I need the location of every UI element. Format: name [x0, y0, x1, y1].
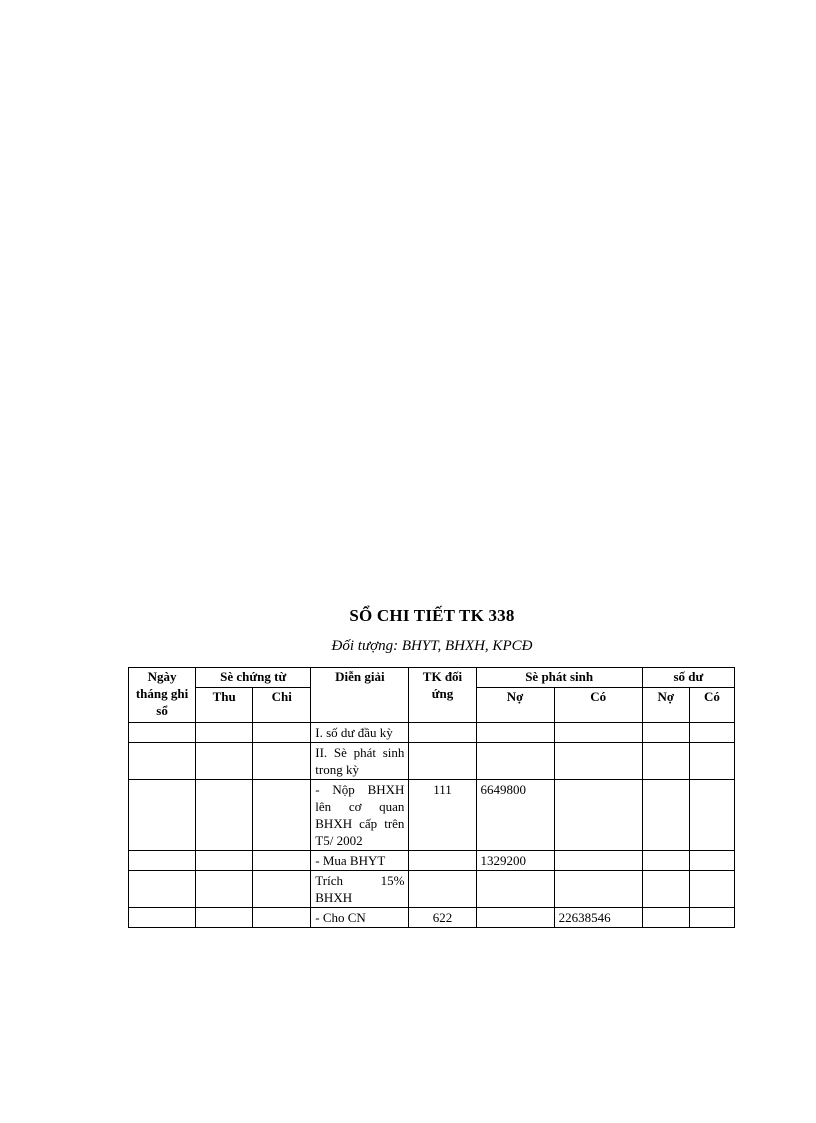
- cell-balance-credit: [689, 871, 734, 908]
- cell-description: II. Sè phát sinh trong kỳ: [311, 743, 409, 780]
- header-voucher-out: Chi: [253, 688, 311, 723]
- cell-date: [129, 743, 196, 780]
- header-arising: Sè phát sinh: [476, 668, 642, 688]
- cell-balance-debit: [642, 743, 689, 780]
- table-row: [129, 780, 735, 851]
- table-row: [129, 723, 735, 743]
- cell-balance-credit: [689, 908, 734, 928]
- cell-chi: [253, 851, 311, 871]
- header-balance-debit: Nợ: [642, 688, 689, 723]
- cell-balance-debit: [642, 780, 689, 851]
- cell-balance-credit: [689, 780, 734, 851]
- cell-arising-credit: [554, 723, 642, 743]
- document-title: SỔ CHI TIẾT TK 338: [349, 606, 515, 625]
- cell-balance-debit: [642, 908, 689, 928]
- cell-arising-credit: [554, 851, 642, 871]
- cell-thu: [196, 851, 253, 871]
- cell-arising-credit: [554, 871, 642, 908]
- ledger-table: [128, 667, 735, 928]
- cell-arising-credit: [554, 780, 642, 851]
- cell-arising-credit: [554, 743, 642, 780]
- header-row-1: [129, 668, 735, 688]
- header-balance: số dư: [642, 668, 734, 688]
- header-account: TK đối ứng: [409, 668, 476, 723]
- cell-date: [129, 851, 196, 871]
- cell-date: [129, 780, 196, 851]
- cell-arising-debit: 6649800: [476, 780, 554, 851]
- table-row: [129, 908, 735, 928]
- table-row: [129, 871, 735, 908]
- header-arising-debit: Nợ: [476, 688, 554, 723]
- cell-date: [129, 723, 196, 743]
- cell-chi: [253, 780, 311, 851]
- cell-arising-debit: 1329200: [476, 851, 554, 871]
- cell-chi: [253, 908, 311, 928]
- cell-thu: [196, 723, 253, 743]
- cell-account: 622: [409, 908, 476, 928]
- cell-arising-debit: [476, 743, 554, 780]
- cell-arising-debit: [476, 908, 554, 928]
- cell-balance-credit: [689, 743, 734, 780]
- header-arising-credit: Có: [554, 688, 642, 723]
- cell-description: - Nộp BHXH lên cơ quan BHXH cấp trên T5/ 2002: [311, 780, 409, 851]
- cell-arising-debit: [476, 871, 554, 908]
- cell-account: [409, 871, 476, 908]
- header-description: Diễn giải: [311, 668, 409, 723]
- table-row: [129, 851, 735, 871]
- cell-balance-debit: [642, 723, 689, 743]
- cell-thu: [196, 871, 253, 908]
- header-voucher-in: Thu: [196, 688, 253, 723]
- cell-thu: [196, 743, 253, 780]
- document-subtitle: Đối tượng: BHYT, BHXH, KPCĐ: [331, 638, 533, 654]
- cell-thu: [196, 908, 253, 928]
- cell-account: [409, 723, 476, 743]
- cell-account: [409, 743, 476, 780]
- cell-chi: [253, 871, 311, 908]
- cell-balance-credit: [689, 723, 734, 743]
- cell-date: [129, 871, 196, 908]
- cell-description: - Cho CN: [311, 908, 409, 928]
- cell-arising-debit: [476, 723, 554, 743]
- cell-balance-credit: [689, 851, 734, 871]
- cell-account: 111: [409, 780, 476, 851]
- cell-description: - Mua BHYT: [311, 851, 409, 871]
- cell-description: Trích 15% BHXH: [311, 871, 409, 908]
- cell-account: [409, 851, 476, 871]
- cell-chi: [253, 743, 311, 780]
- cell-thu: [196, 780, 253, 851]
- cell-date: [129, 908, 196, 928]
- cell-balance-debit: [642, 871, 689, 908]
- header-date: Ngày tháng ghi sổ: [129, 668, 196, 723]
- cell-chi: [253, 723, 311, 743]
- cell-arising-credit: 22638546: [554, 908, 642, 928]
- header-voucher: Sè chứng từ: [196, 668, 311, 688]
- cell-description: I. số dư đầu kỳ: [311, 723, 409, 743]
- header-balance-credit: Có: [689, 688, 734, 723]
- cell-balance-debit: [642, 851, 689, 871]
- table-row: [129, 743, 735, 780]
